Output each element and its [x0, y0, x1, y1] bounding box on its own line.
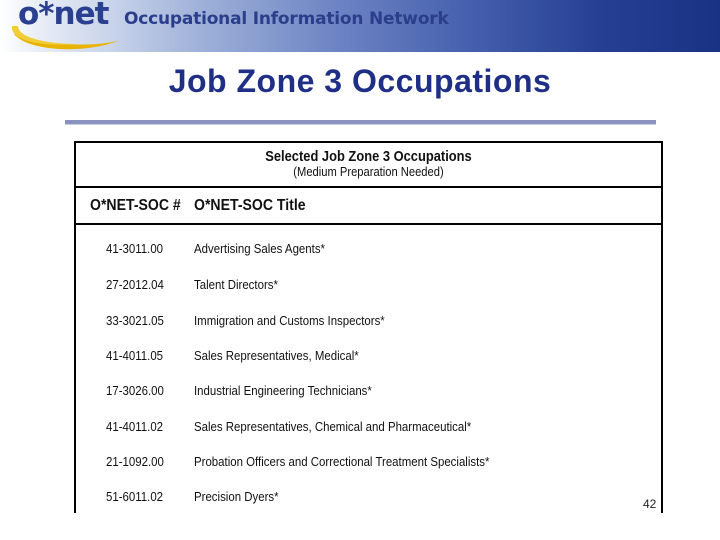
table-row [76, 450, 661, 474]
row-title: Sales Representatives, Chemical and Pharmaceutical* [194, 419, 472, 434]
row-code: 27-2012.04 [106, 277, 164, 292]
table-row [76, 415, 661, 439]
table-caption [76, 143, 661, 188]
table-caption-subtitle: (Medium Preparation Needed) [293, 164, 444, 179]
table-row [76, 344, 661, 368]
table-row [76, 379, 661, 403]
row-title: Probation Officers and Correctional Treatment Specialists* [194, 454, 490, 469]
title-divider [65, 120, 656, 125]
row-code: 41-3011.00 [106, 241, 164, 256]
table-row [76, 273, 661, 297]
row-code: 51-6011.02 [106, 489, 164, 504]
row-title: Sales Representatives, Medical* [194, 348, 359, 363]
occupations-table [74, 141, 663, 513]
table-header-row [76, 188, 661, 225]
row-code: 41-4011.02 [106, 419, 164, 434]
row-title: Talent Directors* [194, 277, 278, 292]
table-caption-title: Selected Job Zone 3 Occupations [265, 148, 472, 165]
row-code: 21-1092.00 [106, 454, 164, 469]
column-header-code: O*NET-SOC # [90, 197, 181, 214]
row-title: Advertising Sales Agents* [194, 241, 326, 256]
logo-text: o*net [18, 0, 109, 32]
row-code: 17-3026.00 [106, 383, 164, 398]
table-row [76, 309, 661, 333]
slide-title: Job Zone 3 Occupations [168, 63, 552, 99]
row-title: Immigration and Customs Inspectors* [194, 313, 385, 328]
onet-logo[interactable] [8, 0, 128, 52]
page-number: 42 [643, 497, 657, 511]
row-title: Precision Dyers* [194, 489, 279, 504]
banner-title: Occupational Information Network [124, 9, 449, 29]
table-row [76, 485, 661, 509]
header-banner [0, 0, 720, 52]
row-code: 33-3021.05 [106, 313, 164, 328]
column-header-title: O*NET-SOC Title [194, 197, 306, 214]
row-title: Industrial Engineering Technicians* [194, 383, 372, 398]
table-row [76, 237, 661, 261]
row-code: 41-4011.05 [106, 348, 164, 363]
